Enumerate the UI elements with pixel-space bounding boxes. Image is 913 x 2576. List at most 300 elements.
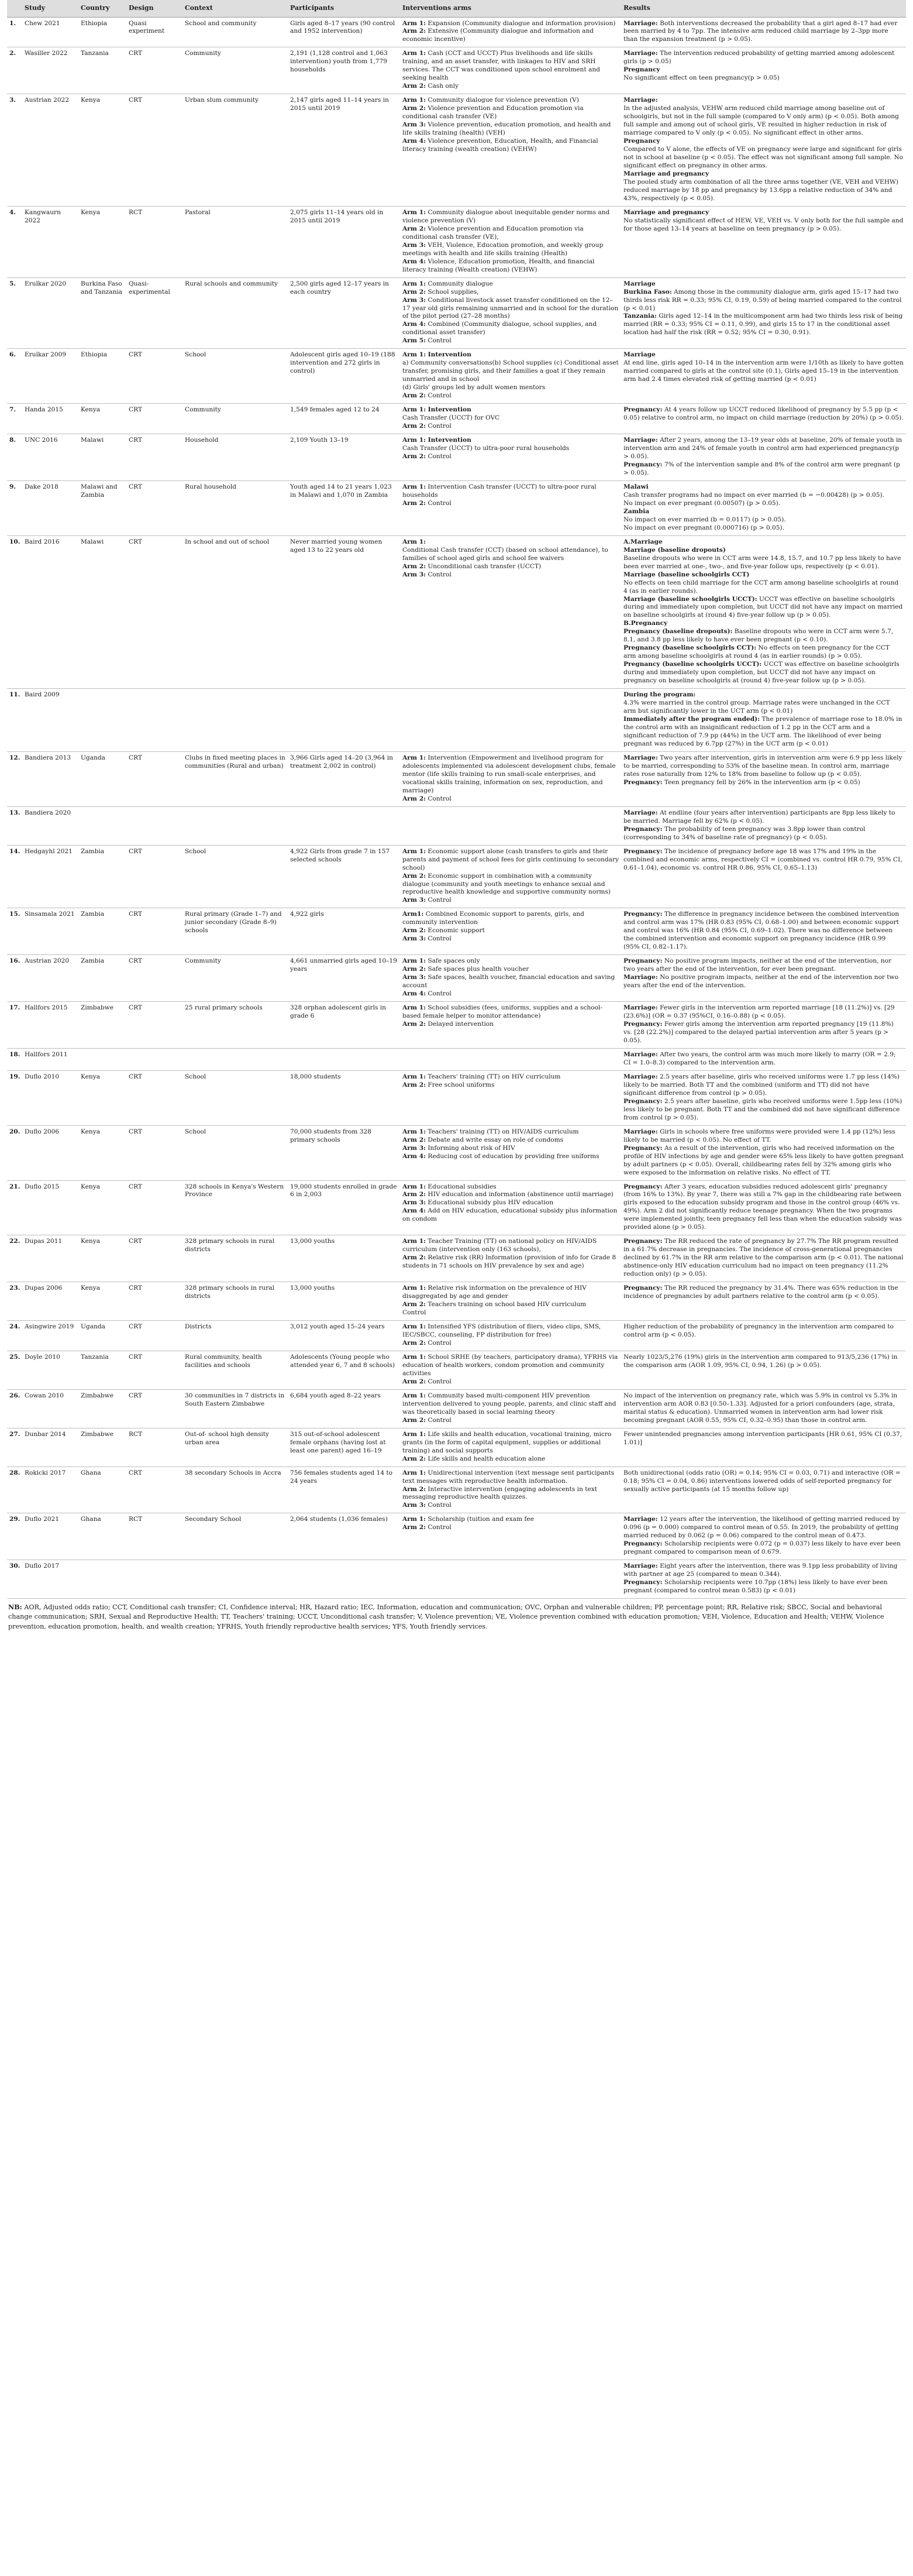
country-cell: Zambia	[78, 845, 126, 908]
context-cell: School and community	[182, 17, 288, 47]
cell-line	[623, 1145, 904, 1177]
cell-line-text: Teachers training on school based HIV curriculum	[425, 1301, 587, 1308]
cell-line-text: Baseline dropouts who were in CCT arm were 14.8, 15.7, and 10.7 pp less likely to have been ever married at one-, two-, and five-year follow ups, respectively (p < 0.01).	[623, 554, 901, 570]
cell-line-text: Economic support in combination with a community dialogue (community and youth meetings to enhance sexual and reproductive health knowledge and supportive community norms)	[402, 872, 611, 896]
design-cell: CRT	[126, 1125, 182, 1180]
cell-line-label: Arm 2:	[402, 1339, 426, 1347]
study-cell: Erulkar 2009	[22, 349, 78, 404]
cell-line-label: Pregnancy:	[623, 406, 663, 414]
cell-line-text: Economic support	[425, 927, 485, 935]
study-cell: Handa 2015	[22, 404, 78, 434]
study-cell: Asingwire 2019	[22, 1321, 78, 1351]
cell-line-text: Unidirectional intervention (text message sent participants text messages with reproductive health information.	[402, 1469, 615, 1485]
cell-line-label: Arm 3:	[402, 1144, 426, 1152]
country-cell: Malawi and Zambia	[78, 480, 126, 535]
country-cell	[78, 689, 126, 752]
cell-line-label: Arm 1:	[402, 1238, 426, 1245]
cell-line	[402, 337, 619, 345]
cell-line-text: School supplies,	[425, 288, 479, 296]
cell-line-label: Pregnancy (baseline dropouts):	[623, 628, 733, 636]
cell-line-text: Educational subsidies	[425, 1183, 497, 1190]
cell-line	[402, 445, 619, 453]
cell-line-text: Relative risk (RR) Information (provision of info for Grade 8 students in 71 schools on HIV prevalence by sex and age)	[402, 1254, 616, 1270]
column-header: Results	[621, 0, 906, 17]
cell-line-label: Pregnancy:	[623, 911, 663, 918]
table-row	[7, 845, 906, 908]
cell-line	[402, 1455, 619, 1464]
cell-line	[402, 1309, 619, 1317]
cell-line-text: UCCT was effective on baseline schoolgirls during and immediately upon completion, but UCCT did not have any impact on married on baseline schoolgirls at (round 4) five-year follow up (p > 0.05).	[623, 595, 903, 619]
cell-line-label: Arm 1:	[402, 1073, 426, 1080]
cell-line	[402, 1136, 619, 1145]
cell-line-label: Arm 4:	[402, 257, 426, 265]
cell-line-text: (d) Girls' groups led by adult women mentors	[402, 384, 546, 391]
cell-line-text: Intervention (Empowerment and livelihood program for adolescents implemented via adolescent development clubs, female mentor (life skills training to run small-scale enterprises, and vocational skills training, information on sex, reproduction, and marriage)	[402, 754, 616, 794]
cell-line	[402, 571, 619, 579]
cell-line-text: Scholarship recipients were 0.072 (p = 0.037) less likely to have ever been pregnant compared to comparison mean of 0.679.	[623, 1540, 901, 1556]
cell-line-label: Pregnancy:	[623, 847, 663, 855]
row-number: 1.	[7, 17, 22, 47]
country-cell: Kenya	[78, 1070, 126, 1125]
cell-line-label: Marriage (baseline schoolgirls CCT)	[623, 571, 750, 578]
cell-line	[623, 848, 904, 873]
cell-line	[623, 146, 904, 170]
cell-line	[402, 209, 619, 225]
cell-line-label: Arm 1:	[402, 19, 426, 27]
cell-line-text: Two years after intervention, girls in intervention arm were 6.9 pp less likely to be married, corresponding to 53% of the baseline mean. In control arm, marriage rates rose naturally from 12% to 18% from baseline to follow up (p < 0.05).	[623, 754, 902, 778]
cell-line-text: At end line, girls aged 10–14 in the intervention arm were 1/10th as likely to have gotten married compared to girls at the control site (0.1), Girls aged 15–19 in the intervention arm had 2.4 times elevated risk of getting married (p < 0.01)	[623, 359, 904, 383]
cell-line-text: Control	[425, 1524, 452, 1531]
interventions-cell	[400, 17, 621, 47]
cell-line	[402, 1469, 619, 1486]
cell-line-label: Pregnancy:	[623, 1097, 663, 1105]
cell-line-text: The prevalence of marriage rose to 18.0% in the control arm with an insignificant reduction of 1.2 pp in the CCT arm and a significant reduction of 7.9 pp (44%) in the UCT arm. The likelihood of ever being pregnant was reduced by 6.7pp (27%) in the UCT arm (p < 0.01)	[623, 716, 902, 747]
row-number: 2.	[7, 47, 22, 94]
cell-line-label: Marriage:	[623, 1073, 658, 1080]
cell-line-text: Control	[425, 1378, 452, 1385]
country-cell: Burkina Faso and Tanzania	[78, 277, 126, 349]
participants-cell: 2,075 girls 11–14 years old in 2015 until 2019	[288, 206, 400, 277]
table-row	[7, 94, 906, 207]
cell-line-label: Marriage	[623, 280, 656, 287]
context-cell: Out-of- school high density urban area	[182, 1428, 288, 1466]
context-cell	[182, 806, 288, 845]
row-number: 8.	[7, 434, 22, 481]
cell-line	[623, 288, 904, 313]
cell-line	[402, 28, 619, 44]
cell-line	[623, 500, 904, 508]
cell-line-text: Violence prevention and Education promotion via conditional cash transfer (VE),	[402, 225, 584, 241]
cell-line	[402, 121, 619, 138]
footnote-label: NB:	[8, 1603, 22, 1612]
cell-line-label: Arm 2:	[402, 453, 426, 461]
cell-line	[623, 492, 904, 500]
cell-line-text: Control	[425, 571, 452, 578]
study-cell: Hallfors 2011	[22, 1048, 78, 1070]
cell-line-text: Cash transfer programs had no impact on ever married (b = −0.00428) (p > 0.05).	[623, 491, 884, 499]
cell-line-label: Arm 5:	[402, 337, 426, 345]
design-cell: CRT	[126, 349, 182, 404]
cell-line-text: Community dialogue about inequitable gender norms and violence prevention (V)	[402, 208, 610, 224]
cell-line	[623, 1516, 904, 1540]
participants-cell: 19,000 students enrolled in grade 6 in 2,003	[288, 1180, 400, 1235]
country-cell: Ghana	[78, 1466, 126, 1513]
table-row	[7, 751, 906, 806]
country-cell: Kenya	[78, 94, 126, 207]
cell-line-label: Arm 1: Intervention	[402, 406, 471, 414]
cell-line	[402, 258, 619, 274]
cell-line-label: Arm 2:	[402, 966, 426, 973]
cell-line-text: Control	[425, 795, 452, 802]
table-row	[7, 806, 906, 845]
table-row	[7, 1070, 906, 1125]
cell-line	[402, 974, 619, 990]
interventions-cell	[400, 1428, 621, 1466]
country-cell	[78, 1560, 126, 1599]
cell-line	[623, 555, 904, 571]
design-cell: CRT	[126, 908, 182, 955]
cell-line	[402, 1323, 619, 1339]
cell-line	[623, 1183, 904, 1232]
row-number: 18.	[7, 1048, 22, 1070]
study-cell: Kangwaurn 2022	[22, 206, 78, 277]
table-row	[7, 908, 906, 955]
cell-line-label: Pregnancy	[623, 66, 660, 74]
country-cell: Kenya	[78, 1180, 126, 1235]
study-cell: UNC 2016	[22, 434, 78, 481]
participants-cell: 18,000 students	[288, 1070, 400, 1125]
cell-line-label: Arm 2:	[402, 795, 426, 802]
cell-line-label: Arm 2:	[402, 83, 426, 90]
cell-line	[623, 50, 904, 66]
cell-line	[623, 974, 904, 990]
cell-line	[623, 217, 904, 233]
context-cell	[182, 689, 288, 752]
cell-line-label: Arm 1:	[402, 1516, 426, 1523]
cell-line	[623, 359, 904, 384]
cell-line	[402, 935, 619, 943]
cell-line-label: Pregnancy (baseline schoolgirls CCT):	[623, 644, 757, 652]
cell-line-label: Arm 1: Intervention	[402, 351, 471, 359]
country-cell: Uganda	[78, 751, 126, 806]
cell-line-text: Control	[425, 392, 452, 400]
cell-line-label: Pregnancy:	[623, 1284, 663, 1292]
cell-line-text: No positive program impacts, neither at the end of the intervention nor two years after the end of the intervention.	[623, 974, 898, 990]
cell-line-label: Arm 1:	[402, 280, 426, 287]
cell-line	[402, 1254, 619, 1270]
interventions-cell	[400, 908, 621, 955]
cell-line-text: Community dialogue for violence prevention (V)	[425, 97, 579, 104]
table-row	[7, 206, 906, 277]
cell-line-text: No impact on ever pregnant (0.00507) (p > 0.05).	[623, 499, 781, 507]
context-cell: School	[182, 1070, 288, 1125]
cell-line-label: Zambia	[623, 507, 650, 515]
design-cell	[126, 806, 182, 845]
interventions-cell	[400, 434, 621, 481]
cell-line	[402, 242, 619, 258]
cell-line-label: Arm 2:	[402, 872, 426, 880]
cell-line-label: Arm 2:	[402, 562, 426, 570]
column-header: Study	[22, 0, 78, 17]
cell-line	[623, 1469, 904, 1494]
results-cell	[621, 94, 906, 207]
context-cell: School	[182, 349, 288, 404]
footnote-text: AOR, Adjusted odds ratio; CCT, Conditional cash transfer; CI, Confidence interval; HR, Hazard ratio; IEC, Information, education and communication; OVC, Orphan and vulnerable children; PP, percentage point; RR, Relative risk; SBCC, Social and behavioral change communication; SRH, Sexual and Reproductive Health; TT, Teachers' training; UCCT, Unconditional cash transfer; V, Violence prevention; VE, Violence prevention combined with education promotion; VEH, Violence, Education and Health; VEHW, Violence prevention, education promotion, health, and wealth creation; YFRHS, Youth friendly reproductive health services; YFS, Youth friendly services.	[8, 1603, 884, 1630]
row-number: 12.	[7, 751, 22, 806]
cell-line	[623, 1354, 904, 1370]
cell-line-text: Fewer unintended pregnancies among intervention participants [HR 0.61, 95% CI (0.37, 1.01)]	[623, 1430, 902, 1446]
cell-line	[623, 351, 904, 359]
cell-line-label: Pregnancy (baseline schoolgirls UCCT):	[623, 661, 762, 668]
row-number: 23.	[7, 1282, 22, 1321]
cell-line-label: Marriage and pregnancy	[623, 208, 709, 216]
interventions-cell	[400, 1466, 621, 1513]
context-cell: Household	[182, 434, 288, 481]
cell-line	[623, 596, 904, 620]
cell-line-label: Marriage:	[623, 754, 658, 761]
cell-line-text: In the adjusted analysis, VEHW arm reduced child marriage among baseline out of schoolgirls, but not in the full sample (compared to V only arm) (p < 0.05). Both among full sample and among out of school girls, VE resulted in higher reduction in risk of marriage compared to V only (p < 0.05). No significant effect in other arms.	[623, 105, 899, 137]
design-cell: CRT	[126, 1351, 182, 1389]
context-cell: Secondary School	[182, 1513, 288, 1560]
country-cell	[78, 1048, 126, 1070]
participants-cell: 2,109 Youth 13–19	[288, 434, 400, 481]
cell-line	[402, 754, 619, 795]
country-cell: Malawi	[78, 434, 126, 481]
cell-line-label: Pregnancy:	[623, 778, 663, 786]
column-header: Interventions arms	[400, 0, 621, 17]
cell-line	[402, 423, 619, 431]
table-row	[7, 1466, 906, 1513]
cell-line-label: Arm 3:	[402, 1199, 426, 1207]
design-cell: CRT	[126, 434, 182, 481]
cell-line-text: Delayed intervention	[425, 1021, 494, 1028]
cell-line	[623, 97, 904, 105]
study-cell: Doyle 2010	[22, 1351, 78, 1389]
cell-line-label: Arm 1: Intervention	[402, 437, 471, 444]
studies-table	[7, 0, 906, 1599]
participants-cell	[288, 1048, 400, 1070]
results-cell	[621, 434, 906, 481]
cell-line-label: Arm 1:	[402, 847, 426, 855]
cell-line	[623, 699, 904, 716]
cell-line	[623, 628, 904, 644]
cell-line-text: 2.5 years after baseline, girls who received uniforms were 1.5pp less (10%) less likely to be pregnant. Both TT and the combined did not have significant difference from control (p > 0.05).	[623, 1097, 902, 1121]
context-cell: Community	[182, 955, 288, 1002]
cell-line-label: Marriage:	[623, 97, 658, 104]
cell-line-label: A.Marriage	[623, 538, 663, 545]
participants-cell: 3,966 Girls aged 14–20 (3,964 in treatment 2,002 in control)	[288, 751, 400, 806]
cell-line	[402, 966, 619, 974]
cell-line	[623, 571, 904, 579]
cell-line-label: During the program:	[623, 691, 696, 699]
context-cell: 328 schools in Kenya's Western Province	[182, 1180, 288, 1235]
table-row	[7, 689, 906, 752]
design-cell: CRT	[126, 94, 182, 207]
study-cell: Duflo 2015	[22, 1180, 78, 1235]
cell-line-label: Arm 2:	[402, 927, 426, 935]
cell-line-label: Arm 1:	[402, 483, 426, 490]
cell-line-text: Safe spaces only	[425, 957, 480, 965]
cell-line-label: Pregnancy:	[623, 461, 663, 468]
cell-line	[623, 809, 904, 826]
results-cell	[621, 1180, 906, 1235]
table-row	[7, 1282, 906, 1321]
participants-cell	[288, 1560, 400, 1599]
results-cell	[621, 1235, 906, 1282]
cell-line-label: Arm 1:	[402, 1323, 426, 1331]
participants-cell: Girls aged 8–17 years (90 control and 1952 intervention)	[288, 17, 400, 47]
participants-cell: 328 orphan adolescent girls in grade 6	[288, 1002, 400, 1049]
cell-line-label: Arm 2:	[402, 499, 426, 507]
cell-line-label: Arm 3:	[402, 935, 426, 943]
cell-line	[402, 1073, 619, 1081]
country-cell: Kenya	[78, 1125, 126, 1180]
cell-line-label: Arm 1:	[402, 97, 426, 104]
design-cell: CRT	[126, 845, 182, 908]
interventions-cell	[400, 1235, 621, 1282]
cell-line	[623, 1021, 904, 1045]
cell-line	[402, 848, 619, 873]
cell-line	[623, 826, 904, 842]
results-cell	[621, 206, 906, 277]
cell-line-label: Arm 2:	[402, 1416, 426, 1424]
row-number: 15.	[7, 908, 22, 955]
interventions-cell	[400, 806, 621, 845]
interventions-cell	[400, 751, 621, 806]
cell-line-label: Arm 1:	[402, 50, 426, 57]
cell-line	[623, 1392, 904, 1425]
cell-line-text: Teacher Training (TT) on national policy on HIV/AIDS curriculum (intervention only (163 schools),	[402, 1238, 597, 1253]
cell-line-text: Informing about risk of HIV	[425, 1144, 515, 1152]
table-footnote	[7, 1599, 906, 1632]
table-row	[7, 277, 906, 349]
study-cell: Duflo 2021	[22, 1513, 78, 1560]
cell-line-label: Arm 3:	[402, 897, 426, 904]
context-cell: Community	[182, 404, 288, 434]
cell-line	[402, 1128, 619, 1136]
cell-line-text: HIV education and information (abstinence until marriage)	[425, 1191, 614, 1198]
context-cell: Rural schools and community	[182, 277, 288, 349]
participants-cell: 2,191 (1,128 control and 1,063 intervention) youth from 1,779 households	[288, 47, 400, 94]
row-number: 10.	[7, 535, 22, 688]
context-cell: Community	[182, 47, 288, 94]
cell-line	[402, 927, 619, 935]
cell-line-text: Teachers' training (TT) on HIV curriculum	[425, 1073, 561, 1080]
table-row	[7, 17, 906, 47]
table-row	[7, 955, 906, 1002]
cell-line-text: No significant effect on teen pregnancy(p > 0.05)	[623, 74, 780, 82]
cell-line-text: No statistically significant effect of HEW, VE, VEH vs. V only both for the full sample and for those aged 13–14 years at baseline on teen pregnancy (p > 0.05).	[623, 217, 904, 232]
results-cell	[621, 47, 906, 94]
cell-line-label: B.Pregnancy	[623, 620, 668, 627]
cell-line-label: Arm 4:	[402, 1152, 426, 1160]
participants-cell: 2,500 girls aged 12–17 years in each country	[288, 277, 400, 349]
context-cell: Rural household	[182, 480, 288, 535]
cell-line	[402, 1486, 619, 1502]
cell-line-text: 7% of the intervention sample and 8% of the control arm were pregnant (p > 0.05).	[623, 461, 900, 476]
cell-line	[623, 437, 904, 461]
row-number: 6.	[7, 349, 22, 404]
cell-line	[402, 384, 619, 392]
cell-line	[402, 1183, 619, 1191]
cell-line	[623, 461, 904, 478]
results-cell	[621, 1428, 906, 1466]
interventions-cell	[400, 404, 621, 434]
cell-line-text: The RR reduced the pregnancy by 31.4%. There was 65% reduction in the incidence of pregnancies by adult partners relative to the control arm (p < 0.05).	[623, 1284, 898, 1300]
cell-line	[623, 1128, 904, 1145]
cell-line-label: Arm 2:	[402, 423, 426, 430]
cell-line	[623, 74, 904, 83]
interventions-cell	[400, 1389, 621, 1428]
cell-line-label: Arm 2:	[402, 1455, 426, 1462]
study-cell: Austrian 2022	[22, 94, 78, 207]
table-row	[7, 1048, 906, 1070]
context-cell: School	[182, 845, 288, 908]
cell-line-text: Community dialogue	[425, 280, 493, 287]
cell-line	[623, 1579, 904, 1595]
cell-line-label: Arm 2:	[402, 1081, 426, 1088]
interventions-cell	[400, 1125, 621, 1180]
cell-line	[402, 406, 619, 414]
country-cell	[78, 806, 126, 845]
cell-line	[623, 1323, 904, 1339]
column-header: Country	[78, 0, 126, 17]
cell-line-label: Pregnancy:	[623, 957, 663, 965]
results-cell	[621, 955, 906, 1002]
context-cell: Pastoral	[182, 206, 288, 277]
cell-line	[402, 225, 619, 242]
cell-line	[402, 1417, 619, 1425]
cell-line-label: Arm 2:	[402, 1136, 426, 1143]
country-cell: Ghana	[78, 1513, 126, 1560]
results-cell	[621, 845, 906, 908]
cell-line-text: Add on HIV education, educational subsidy plus information on condom	[402, 1207, 618, 1223]
cell-line-label: Arm 2:	[402, 1191, 426, 1198]
country-cell: Zimbabwe	[78, 1389, 126, 1428]
interventions-cell	[400, 1321, 621, 1351]
cell-line-label: Marriage:	[623, 809, 658, 816]
study-cell: Bandiera 2020	[22, 806, 78, 845]
results-cell	[621, 1351, 906, 1389]
cell-line-label: Burkina Faso:	[623, 288, 672, 296]
cell-line-text: Relative risk information on the prevalence of HIV disaggregated by age and gender	[402, 1284, 587, 1300]
cell-line-text: Higher reduction of the probability of pregnancy in the intervention arm compared to control arm (p < 0.05).	[623, 1323, 894, 1339]
row-number: 28.	[7, 1466, 22, 1513]
study-cell: Duflo 2010	[22, 1070, 78, 1125]
row-number: 7.	[7, 404, 22, 434]
cell-line	[623, 483, 904, 492]
cell-line	[402, 1301, 619, 1309]
participants-cell: 315 out-of-school adolescent female orphans (having lost at least one parent) aged 16–19	[288, 1428, 400, 1466]
cell-line-label: Arm 1:	[402, 1469, 426, 1476]
results-cell	[621, 404, 906, 434]
context-cell: 25 rural primary schools	[182, 1002, 288, 1049]
cell-line	[402, 1431, 619, 1455]
cell-line	[402, 957, 619, 966]
cell-line	[402, 437, 619, 445]
cell-line-text: Control	[425, 935, 452, 943]
cell-line	[623, 280, 904, 288]
cell-line-text: Both unidirectional (odds ratio (OR) = 0.14; 95% CI = 0.03, 0.71) and interactive (OR = 0.18; 95% CI = 0.04, 0.86) interventions lowered odds of self-reported pregnancy for sexually active participants (at 15 months follow up)	[623, 1469, 901, 1493]
study-cell: Duflo 2006	[22, 1125, 78, 1180]
cell-line-text: No impact of the intervention on pregnancy rate, which was 5.9% in control vs 5.3% in intervention arm AOR 0.83 [0.50–1.33]. Adjusted for a priori confounders (age, strata, marital status & education). Unmarried women in intervention arm had lower risk becoming pregnant (AOR 0.55, 95% CI, 0.32–0.95) than those in control arm.	[623, 1392, 898, 1424]
cell-line-label: Arm1:	[402, 911, 424, 918]
cell-line	[623, 661, 904, 685]
cell-line	[402, 1378, 619, 1386]
row-number: 16.	[7, 955, 22, 1002]
design-cell: CRT	[126, 47, 182, 94]
context-cell: In school and out of school	[182, 535, 288, 688]
